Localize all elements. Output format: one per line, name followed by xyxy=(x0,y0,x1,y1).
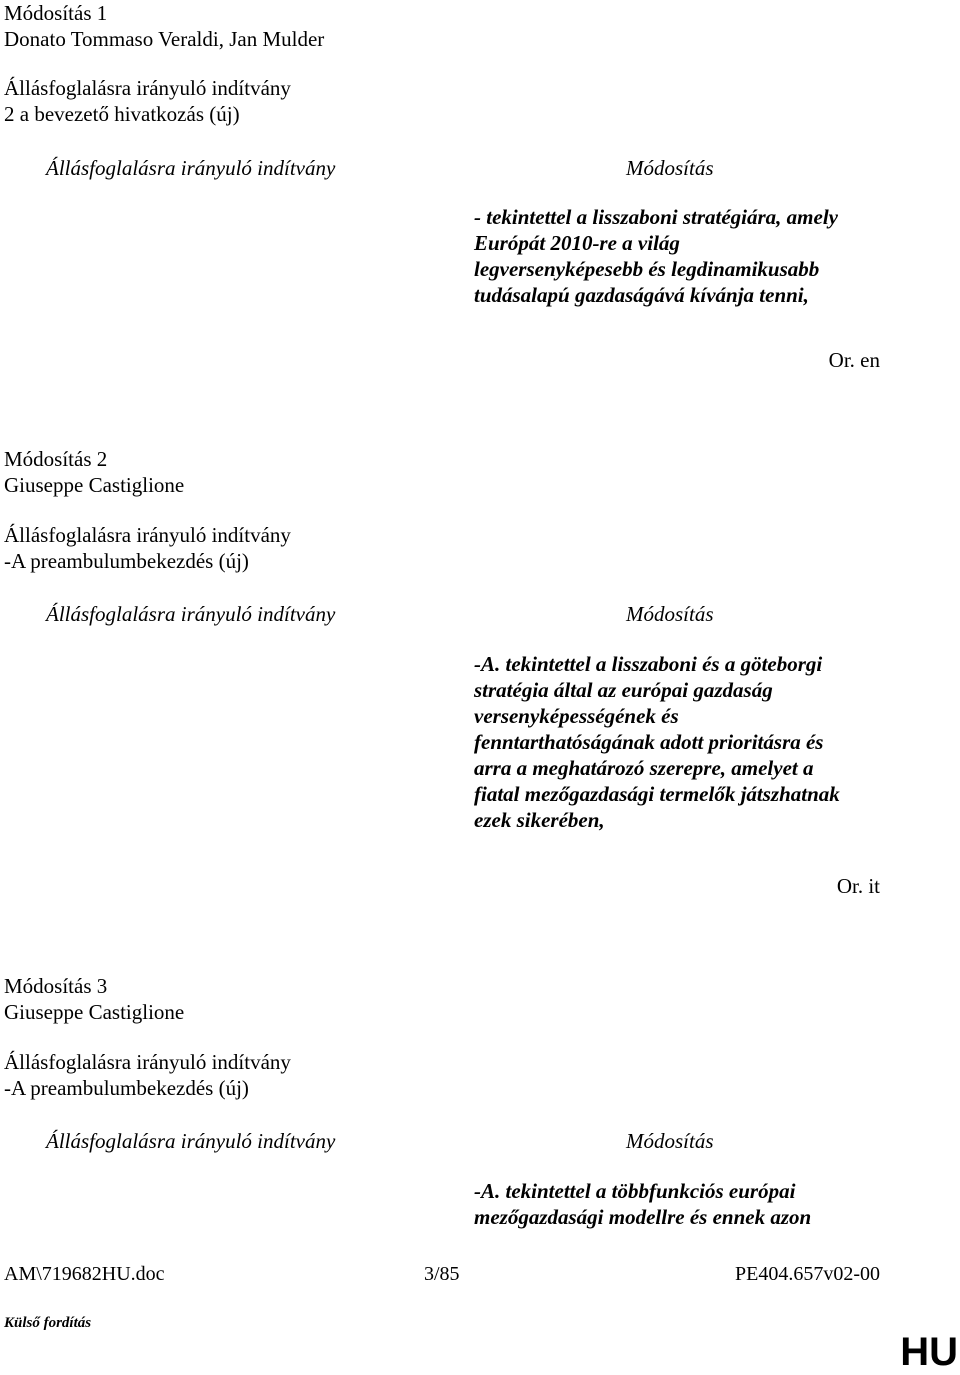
footer-pe-reference: PE404.657v02-00 xyxy=(735,1263,880,1285)
amendment-1-doc-type: Állásfoglalásra irányuló indítvány xyxy=(4,76,291,100)
amendment-2-doc-type: Állásfoglalásra irányuló indítvány xyxy=(4,523,291,547)
amendment-1-text-line: Európát 2010-re a világ xyxy=(474,231,680,255)
amendment-1-col-left-header: Állásfoglalásra irányuló indítvány xyxy=(46,156,336,180)
amendment-2-text-line: fenntarthatóságának adott prioritásra és xyxy=(474,730,824,754)
amendment-1-original-language: Or. en xyxy=(828,348,880,372)
amendment-2-col-left-header: Állásfoglalásra irányuló indítvány xyxy=(46,602,336,626)
amendment-1-text xyxy=(474,204,838,308)
amendment-3-text-line: -A. tekintettel a többfunkciós európai xyxy=(474,1179,796,1203)
amendment-2-original-language: Or. it xyxy=(836,874,880,898)
amendment-2-col-right-header: Módosítás xyxy=(626,602,714,626)
amendment-1-authors: Donato Tommaso Veraldi, Jan Mulder xyxy=(4,27,325,51)
amendment-3-title: Módosítás 3 xyxy=(4,974,108,998)
footer-language-code: HU xyxy=(900,1330,958,1374)
amendment-2-authors: Giuseppe Castiglione xyxy=(4,473,185,497)
amendment-2-text-line: versenyképességének és xyxy=(474,704,679,728)
amendment-1-text-line: legversenyképesebb és legdinamikusabb xyxy=(474,257,820,281)
amendment-1-title: Módosítás 1 xyxy=(4,1,108,25)
amendment-2-text-line: ezek sikerében, xyxy=(474,808,605,832)
amendment-3-text xyxy=(474,1178,811,1230)
footer-page-number: 3/85 xyxy=(424,1263,460,1285)
amendment-2-text-line: -A. tekintettel a lisszaboni és a göteborgi xyxy=(474,652,823,676)
amendment-3-reference: -A preambulumbekezdés (új) xyxy=(4,1076,249,1100)
amendment-1-text-line: tudásalapú gazdaságává kívánja tenni, xyxy=(474,283,809,307)
amendment-3-text-line: mezőgazdasági modellre és ennek azon xyxy=(474,1205,812,1229)
footer-translation-note: Külső fordítás xyxy=(4,1315,92,1331)
amendment-2-text xyxy=(474,651,840,833)
amendment-2-reference: -A preambulumbekezdés (új) xyxy=(4,549,249,573)
amendment-1-reference: 2 a bevezető hivatkozás (új) xyxy=(4,102,240,126)
amendment-3-authors: Giuseppe Castiglione xyxy=(4,1000,185,1024)
amendment-3-col-right-header: Módosítás xyxy=(626,1129,714,1153)
amendment-1-col-right-header: Módosítás xyxy=(626,156,714,180)
amendment-2-text-line: stratégia által az európai gazdaság xyxy=(474,678,773,702)
amendment-2-title: Módosítás 2 xyxy=(4,447,108,471)
amendment-2-text-line: arra a meghatározó szerepre, amelyet a xyxy=(474,756,814,780)
amendment-3-col-left-header: Állásfoglalásra irányuló indítvány xyxy=(46,1129,336,1153)
footer-doc-reference: AM\719682HU.doc xyxy=(4,1263,165,1285)
amendment-1-text-line: - tekintettel a lisszaboni stratégiára, amely xyxy=(474,205,838,229)
amendment-3-doc-type: Állásfoglalásra irányuló indítvány xyxy=(4,1050,291,1074)
amendment-2-text-line: fiatal mezőgazdasági termelők játszhatnak xyxy=(474,782,840,806)
